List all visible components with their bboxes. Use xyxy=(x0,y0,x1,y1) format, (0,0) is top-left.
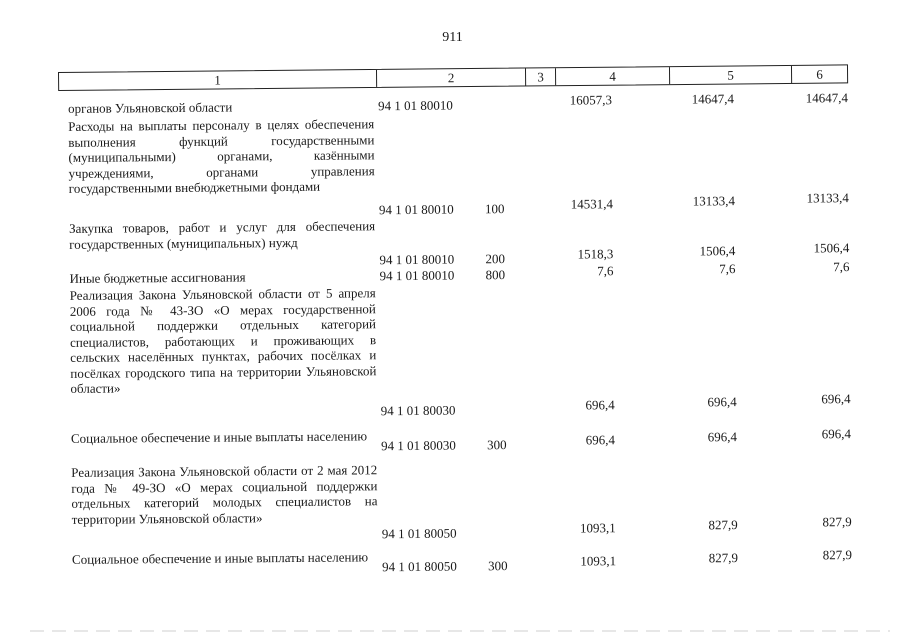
row-value-col6: 7,6 xyxy=(761,259,849,275)
row-description: органов Ульяновской области xyxy=(68,98,374,116)
row-code: 94 1 01 80030 xyxy=(381,437,481,453)
row-expense-type: 800 xyxy=(485,267,525,283)
scan-artifact xyxy=(30,630,890,632)
row-value-col6: 13133,4 xyxy=(761,190,849,206)
table-row xyxy=(3,424,905,432)
row-value-col6: 696,4 xyxy=(763,391,851,407)
header-col-6: 6 xyxy=(792,65,847,83)
page-number: 911 xyxy=(0,30,905,46)
header-col-1: 1 xyxy=(59,70,377,90)
row-value-col4: 696,4 xyxy=(523,397,615,413)
row-value-col4: 7,6 xyxy=(521,263,613,279)
row-expense-type: 300 xyxy=(488,558,528,574)
row-value-col4: 1093,1 xyxy=(524,520,616,536)
header-col-2: 2 xyxy=(377,69,526,87)
row-code: 94 1 01 80010 xyxy=(379,251,479,267)
table-row xyxy=(4,545,905,553)
row-value-col4: 14531,4 xyxy=(521,196,613,212)
table-row xyxy=(0,94,905,102)
row-expense-type: 300 xyxy=(487,437,527,453)
header-col-5: 5 xyxy=(670,66,792,84)
row-description: Социальное обеспечение и иные выплаты населению xyxy=(71,428,377,446)
row-value-col5: 1506,4 xyxy=(641,243,735,259)
row-value-col4: 16057,3 xyxy=(520,92,612,108)
row-code: 94 1 01 80050 xyxy=(382,558,482,574)
row-value-col6: 827,9 xyxy=(764,514,852,530)
row-code: 94 1 01 80030 xyxy=(381,402,481,418)
row-expense-type: 200 xyxy=(485,251,525,267)
row-value-col4: 1093,1 xyxy=(524,553,616,569)
row-value-col5: 13133,4 xyxy=(641,193,735,209)
header-col-4: 4 xyxy=(556,67,670,85)
row-value-col5: 696,4 xyxy=(643,429,737,445)
row-description: Реализация Закона Ульяновской области от 5 апреля 2006 года № 43-ЗО «О мерах государственной социальной поддержки отдельных категорий специалистов, работающих и проживающих в сельских населённых пунктах, рабочих посёлках и посёлках городского типа на территории Ульяновской области» xyxy=(70,285,377,396)
row-code: 94 1 01 80010 xyxy=(379,201,479,217)
row-description: Реализация Закона Ульяновской области от 2 мая 2012 года № 49-ЗО «О мерах социальной поддержки отдельных категорий молодых специалистов на территории Ульяновской области» xyxy=(71,462,378,527)
row-value-col5: 827,9 xyxy=(644,517,738,533)
row-value-col6: 1506,4 xyxy=(761,240,849,256)
row-code: 94 1 01 80050 xyxy=(382,525,482,541)
row-value-col4: 696,4 xyxy=(523,432,615,448)
row-value-col6: 696,4 xyxy=(763,426,851,442)
row-value-col6: 827,9 xyxy=(764,547,852,563)
row-value-col5: 14647,4 xyxy=(640,91,734,107)
row-code: 94 1 01 80010 xyxy=(378,97,478,113)
row-expense-type: 100 xyxy=(485,201,525,217)
row-value-col5: 827,9 xyxy=(644,550,738,566)
row-description: Иные бюджетные ассигнования xyxy=(69,268,375,286)
row-description: Расходы на выплаты персоналу в целях обеспечения выполнения функций государственными (муниципальными) органами, казёнными учреждениями, органами управления государственными внебюджетными фондами xyxy=(68,116,375,196)
header-col-3: 3 xyxy=(526,68,556,85)
row-description: Закупка товаров, работ и услуг для обеспечения государственных (муниципальных) нужд xyxy=(69,218,375,252)
row-value-col5: 7,6 xyxy=(641,261,735,277)
table-row xyxy=(3,458,905,466)
row-description: Социальное обеспечение и иные выплаты населению xyxy=(72,549,378,567)
row-value-col6: 14647,4 xyxy=(760,90,848,106)
row-code: 94 1 01 80010 xyxy=(379,267,479,283)
row-value-col5: 696,4 xyxy=(643,394,737,410)
row-value-col4: 1518,3 xyxy=(521,246,613,262)
